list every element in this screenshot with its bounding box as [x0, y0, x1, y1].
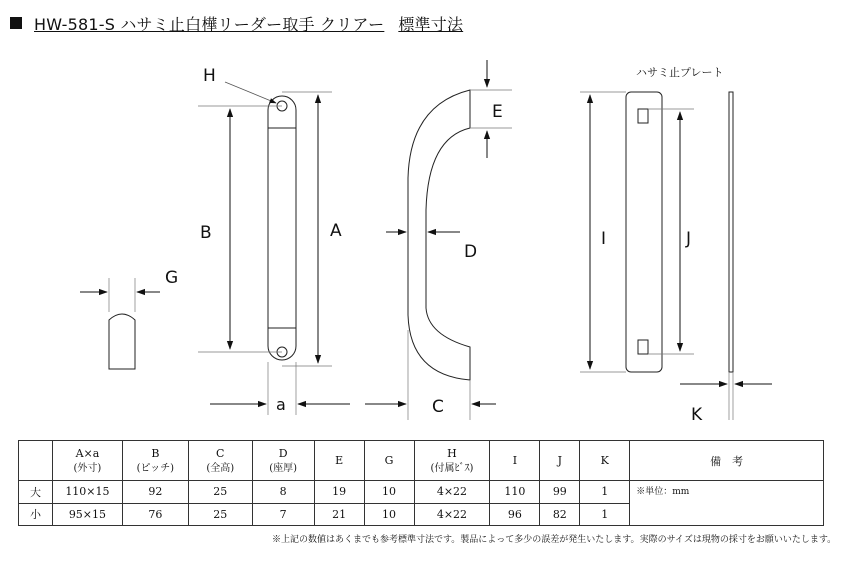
label-C: C: [432, 397, 444, 417]
cell-B: 92: [122, 481, 188, 504]
cell-E: 21: [314, 503, 364, 526]
label-A: A: [330, 221, 342, 241]
label-a: a: [276, 395, 286, 414]
label-I: I: [601, 229, 607, 249]
label-J: J: [686, 229, 692, 249]
dimension-G: [80, 278, 160, 312]
plate-front-view: [626, 92, 662, 372]
cell-G: 10: [364, 481, 414, 504]
header-cell: D (座厚): [252, 441, 314, 481]
cell-I: 110: [490, 481, 540, 504]
title-subtitle: 標準寸法: [398, 14, 464, 34]
cell-A: 95×15: [52, 503, 122, 526]
handle-cross-section: [109, 314, 135, 369]
header-blank: [19, 441, 53, 481]
cell-H: 4×22: [414, 503, 490, 526]
footnote: ※上記の数値はあくまでも参考標準寸法です。製品によって多少の誤差が発生いたします。実際のサイズは現物の採寸をお願いいたします。: [272, 535, 837, 545]
cell-A: 110×15: [52, 481, 122, 504]
row-size-label: 大: [19, 481, 53, 504]
remarks-header: 備 考: [630, 441, 824, 481]
row-size-label: 小: [19, 503, 53, 526]
header-cell: C (全高): [188, 441, 252, 481]
table-row: [19, 481, 824, 504]
cell-J: 82: [540, 503, 580, 526]
handle-front-view: [268, 96, 296, 360]
cell-C: 25: [188, 481, 252, 504]
header-cell: E: [314, 441, 364, 481]
cell-G: 10: [364, 503, 414, 526]
header-cell: B (ピッチ): [122, 441, 188, 481]
label-G: G: [165, 268, 179, 288]
cell-K: 1: [580, 481, 630, 504]
header-cell: A×a (外寸): [52, 441, 122, 481]
cell-I: 96: [490, 503, 540, 526]
header-cell: I: [490, 441, 540, 481]
cell-D: 8: [252, 481, 314, 504]
label-B: B: [200, 223, 212, 243]
plate-title: ハサミ止プレート: [636, 66, 724, 79]
label-H: H: [203, 66, 216, 86]
header-cell: G: [364, 441, 414, 481]
header-cell: J: [540, 441, 580, 481]
header-cell: K: [580, 441, 630, 481]
dimension-H: [225, 82, 276, 103]
cell-C: 25: [188, 503, 252, 526]
cell-B: 76: [122, 503, 188, 526]
title-product-name: HW-581-S ハサミ止白樺リーダー取手 クリアー: [34, 14, 385, 34]
plate-side-view: [729, 92, 733, 372]
spec-table: [18, 440, 824, 526]
handle-side-view: [408, 90, 470, 380]
table-header-row: [19, 441, 824, 481]
label-D: D: [464, 242, 478, 262]
header-cell: H (付属ﾋﾞｽ): [414, 441, 490, 481]
remarks-cell: ※単位：mm: [630, 481, 824, 526]
cell-E: 19: [314, 481, 364, 504]
cell-D: 7: [252, 503, 314, 526]
label-K: K: [691, 405, 703, 425]
cell-H: 4×22: [414, 481, 490, 504]
dimension-E: [470, 60, 512, 158]
cell-J: 99: [540, 481, 580, 504]
cell-K: 1: [580, 503, 630, 526]
label-E: E: [492, 102, 503, 122]
